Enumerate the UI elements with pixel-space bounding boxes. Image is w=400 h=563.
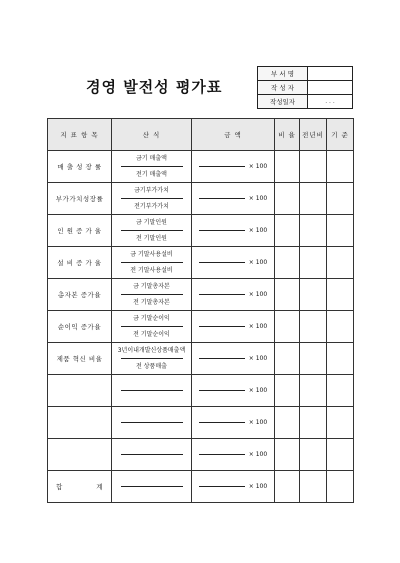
formula-denominator: 전 기말순이익	[133, 331, 170, 338]
ratio-cell[interactable]	[275, 375, 300, 407]
fraction-bar	[121, 390, 183, 391]
standard-cell[interactable]	[327, 247, 354, 279]
formula-fraction	[112, 375, 191, 406]
amount-cell[interactable]	[192, 279, 275, 311]
multiplier-label: × 100	[248, 355, 268, 362]
formula-cell	[112, 375, 192, 407]
standard-cell[interactable]	[327, 215, 354, 247]
formula-cell	[112, 279, 192, 311]
formula-cell	[112, 407, 192, 439]
prev-ratio-cell[interactable]	[300, 183, 327, 215]
amount-entry	[192, 227, 274, 234]
total-row	[48, 471, 354, 503]
header-ratio: 비 율	[275, 119, 300, 151]
indicator-name: 순이익 증가율	[48, 311, 112, 343]
formula-fraction	[112, 215, 191, 246]
formula-cell	[112, 343, 192, 375]
indicator-name: 부가가치성장률	[48, 183, 112, 215]
amount-entry	[192, 419, 274, 426]
multiplier-label: × 100	[248, 291, 268, 298]
department-value[interactable]	[308, 67, 353, 81]
indicator-name	[48, 407, 112, 439]
header-prev-ratio: 전년비	[300, 119, 327, 151]
formula-denominator: 전기부가가치	[134, 203, 169, 210]
table-row	[48, 343, 354, 375]
prev-ratio-cell[interactable]	[300, 375, 327, 407]
formula-fraction	[112, 471, 191, 502]
standard-cell[interactable]	[327, 183, 354, 215]
amount-entry	[192, 259, 274, 266]
indicator-name: 총자본 증가율	[48, 279, 112, 311]
formula-cell	[112, 311, 192, 343]
formula-fraction	[112, 151, 191, 182]
ratio-cell[interactable]	[275, 311, 300, 343]
indicator-name: 제품 혁신 비율	[48, 343, 112, 375]
date-label: 작성일자	[258, 95, 308, 109]
amount-fraction-line	[199, 390, 245, 391]
amount-cell[interactable]	[192, 407, 275, 439]
amount-fraction-line	[199, 262, 245, 263]
ratio-cell[interactable]	[275, 343, 300, 375]
approval-box	[257, 66, 353, 109]
ratio-cell[interactable]	[275, 183, 300, 215]
fraction-bar	[121, 166, 183, 167]
writer-value[interactable]	[308, 81, 353, 95]
fraction-bar	[121, 326, 183, 327]
indicator-name: 설 비 증 가 율	[48, 247, 112, 279]
table-row	[48, 439, 354, 471]
amount-entry	[192, 195, 274, 202]
prev-ratio-cell[interactable]	[300, 407, 327, 439]
fraction-bar	[121, 358, 183, 359]
ratio-cell[interactable]	[275, 439, 300, 471]
fraction-bar	[121, 486, 183, 487]
amount-cell[interactable]	[192, 375, 275, 407]
ratio-cell[interactable]	[275, 247, 300, 279]
standard-cell[interactable]	[327, 407, 354, 439]
indicator-name: 인 원 증 가 율	[48, 215, 112, 247]
header-row	[48, 119, 354, 151]
amount-fraction-line	[199, 422, 245, 423]
amount-fraction-line	[199, 198, 245, 199]
amount-fraction-line	[199, 230, 245, 231]
ratio-cell[interactable]	[275, 151, 300, 183]
fraction-bar	[121, 198, 183, 199]
multiplier-label: × 100	[248, 483, 268, 490]
formula-denominator: 전기 매출액	[136, 171, 167, 178]
fraction-bar	[121, 262, 183, 263]
date-value[interactable]: . . .	[308, 95, 353, 109]
formula-fraction	[112, 183, 191, 214]
header-indicator: 지 표 항 목	[48, 119, 112, 151]
amount-cell[interactable]	[192, 215, 275, 247]
amount-fraction-line	[199, 326, 245, 327]
table-row	[48, 407, 354, 439]
total-label	[48, 471, 112, 503]
formula-cell	[112, 215, 192, 247]
standard-cell[interactable]	[327, 471, 354, 503]
formula-cell	[112, 439, 192, 471]
multiplier-label: × 100	[248, 163, 268, 170]
amount-entry	[192, 355, 274, 362]
amount-cell[interactable]	[192, 471, 275, 503]
prev-ratio-cell[interactable]	[300, 343, 327, 375]
standard-cell[interactable]	[327, 151, 354, 183]
formula-numerator: 금 기말사용설비	[130, 251, 173, 258]
ratio-cell[interactable]	[275, 279, 300, 311]
formula-denominator: 전 기말사용설비	[130, 267, 173, 274]
amount-fraction-line	[199, 358, 245, 359]
header-formula: 산 식	[112, 119, 192, 151]
amount-cell[interactable]	[192, 247, 275, 279]
formula-fraction	[112, 311, 191, 342]
multiplier-label: × 100	[248, 387, 268, 394]
multiplier-label: × 100	[248, 227, 268, 234]
amount-entry	[192, 291, 274, 298]
formula-numerator: 금 기말총자본	[133, 283, 170, 290]
prev-ratio-cell[interactable]	[300, 439, 327, 471]
formula-fraction	[112, 439, 191, 470]
formula-denominator: 전 기말총자본	[133, 299, 170, 306]
table-row	[48, 151, 354, 183]
ratio-cell[interactable]	[275, 407, 300, 439]
formula-numerator: 금 기말인원	[136, 219, 167, 226]
multiplier-label: × 100	[248, 323, 268, 330]
document-title: 경영 발전성 평가표	[86, 78, 223, 96]
formula-cell	[112, 247, 192, 279]
formula-cell	[112, 471, 192, 503]
ratio-cell[interactable]	[275, 215, 300, 247]
table-row	[48, 311, 354, 343]
amount-fraction-line	[199, 294, 245, 295]
prev-ratio-cell[interactable]	[300, 247, 327, 279]
formula-fraction	[112, 279, 191, 310]
formula-numerator: 금기 매출액	[136, 155, 167, 162]
standard-cell[interactable]	[327, 279, 354, 311]
table-row	[48, 375, 354, 407]
formula-cell	[112, 183, 192, 215]
writer-label: 작 성 자	[258, 81, 308, 95]
approval-row-date	[258, 95, 353, 109]
formula-numerator: 3년이내개발신상품매출액	[117, 347, 186, 354]
standard-cell[interactable]	[327, 439, 354, 471]
indicator-name: 매 출 성 장 률	[48, 151, 112, 183]
standard-cell[interactable]	[327, 343, 354, 375]
approval-row-writer	[258, 81, 353, 95]
prev-ratio-cell[interactable]	[300, 215, 327, 247]
multiplier-label: × 100	[248, 451, 268, 458]
amount-cell[interactable]	[192, 343, 275, 375]
prev-ratio-cell[interactable]	[300, 471, 327, 503]
department-label: 부 서 명	[258, 67, 308, 81]
indicator-name	[48, 375, 112, 407]
fraction-bar	[121, 422, 183, 423]
formula-fraction	[112, 343, 191, 374]
amount-fraction-line	[199, 486, 245, 487]
total-label-inner	[56, 482, 103, 491]
amount-fraction-line	[199, 454, 245, 455]
amount-cell[interactable]	[192, 439, 275, 471]
formula-numerator: 금기부가가치	[134, 187, 169, 194]
evaluation-table	[47, 118, 354, 503]
amount-entry	[192, 323, 274, 330]
table-row	[48, 183, 354, 215]
multiplier-label: × 100	[248, 419, 268, 426]
total-right: 계	[96, 483, 103, 491]
prev-ratio-cell[interactable]	[300, 279, 327, 311]
formula-denominator: 전 기말인원	[136, 235, 167, 242]
formula-denominator: 전 상품매출	[136, 363, 167, 370]
fraction-bar	[121, 454, 183, 455]
fraction-bar	[121, 294, 183, 295]
formula-numerator: 금 기말순이익	[133, 315, 170, 322]
amount-entry	[192, 483, 274, 490]
amount-cell[interactable]	[192, 183, 275, 215]
multiplier-label: × 100	[248, 195, 268, 202]
amount-entry	[192, 163, 274, 170]
multiplier-label: × 100	[248, 259, 268, 266]
prev-ratio-cell[interactable]	[300, 311, 327, 343]
prev-ratio-cell[interactable]	[300, 151, 327, 183]
standard-cell[interactable]	[327, 375, 354, 407]
formula-cell	[112, 151, 192, 183]
amount-fraction-line	[199, 166, 245, 167]
ratio-cell[interactable]	[275, 471, 300, 503]
header-standard: 기 준	[327, 119, 354, 151]
table-row	[48, 279, 354, 311]
amount-cell[interactable]	[192, 151, 275, 183]
total-left: 합	[56, 483, 63, 491]
formula-fraction	[112, 247, 191, 278]
fraction-bar	[121, 230, 183, 231]
indicator-name	[48, 439, 112, 471]
amount-cell[interactable]	[192, 311, 275, 343]
amount-entry	[192, 451, 274, 458]
approval-row-department	[258, 67, 353, 81]
standard-cell[interactable]	[327, 311, 354, 343]
table-row	[48, 247, 354, 279]
amount-entry	[192, 387, 274, 394]
formula-fraction	[112, 407, 191, 438]
header-amount: 금 액	[192, 119, 275, 151]
table-row	[48, 215, 354, 247]
